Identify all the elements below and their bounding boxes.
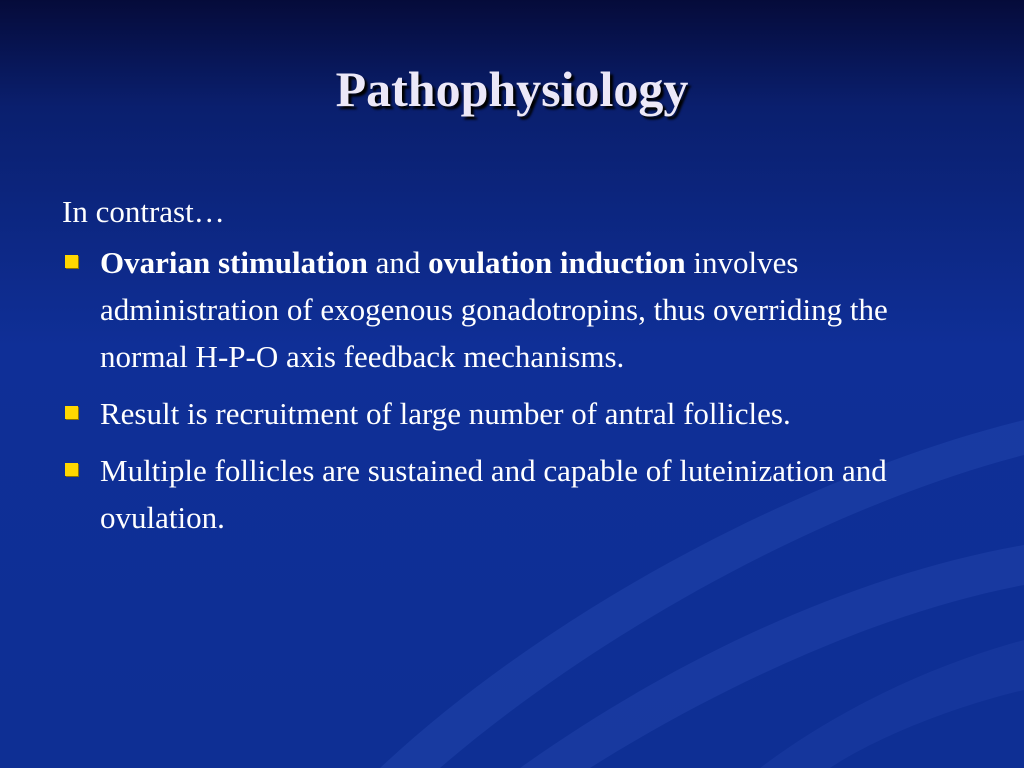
slide-body bbox=[62, 188, 982, 551]
bullet-bold-term: ovulation induction bbox=[428, 245, 686, 280]
slide-title: Pathophysiology bbox=[335, 61, 689, 117]
yellow-square-icon bbox=[65, 406, 78, 419]
bullet-text: and bbox=[367, 245, 429, 280]
bullet-text: involves administration of exogenous gonadotropins, thus overriding the normal H-P-O axis feedback mechanisms. bbox=[100, 245, 888, 374]
bullet-list bbox=[62, 239, 982, 541]
yellow-square-icon bbox=[65, 463, 78, 476]
bullet-bold-term: Ovarian stimulation bbox=[100, 245, 368, 280]
bullet-item bbox=[62, 390, 982, 437]
swoosh-band-right bbox=[760, 640, 1024, 768]
bullet-text: Result is recruitment of large number of antral follicles. bbox=[100, 396, 791, 431]
bullet-item bbox=[62, 239, 982, 380]
yellow-square-icon bbox=[65, 255, 78, 268]
swoosh-band-lower bbox=[520, 545, 1024, 768]
bullet-item bbox=[62, 447, 982, 541]
intro-text: In contrast… bbox=[62, 194, 225, 229]
bullet-text: Multiple follicles are sustained and capable of luteinization and ovulation. bbox=[100, 453, 887, 535]
